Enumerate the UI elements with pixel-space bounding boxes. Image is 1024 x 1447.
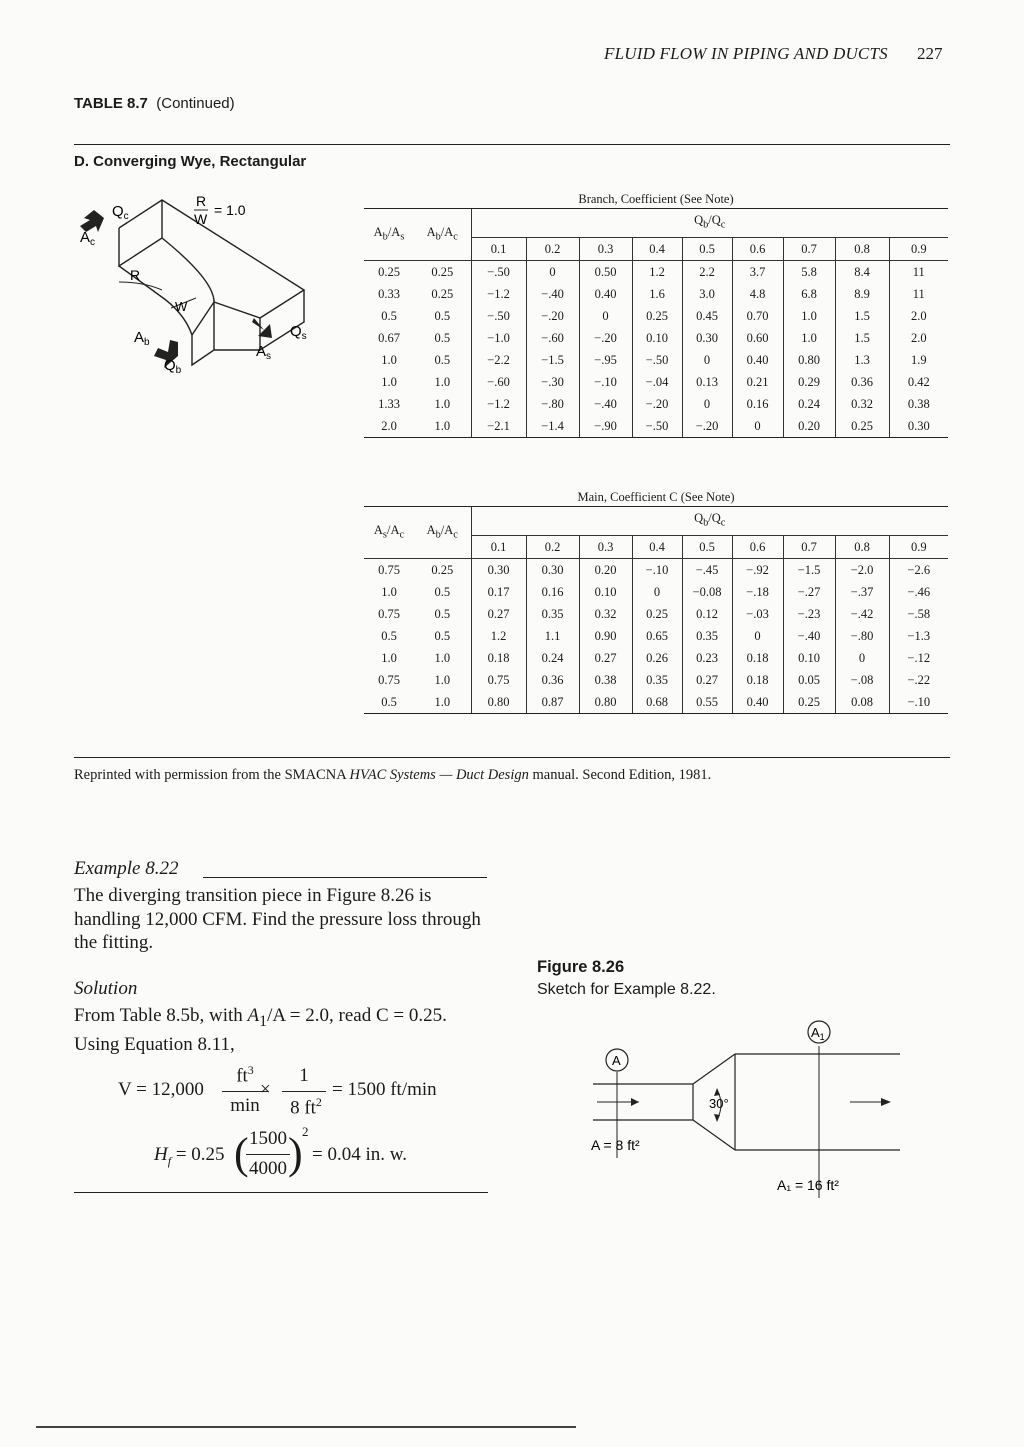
coefficient-cell: 6.8 — [783, 283, 835, 305]
angle-arrow-bottom — [714, 1114, 720, 1122]
coefficient-cell: 8.4 — [835, 260, 889, 283]
table-row — [364, 371, 948, 393]
coefficient-cell: −.22 — [889, 669, 948, 691]
table-label — [74, 95, 235, 112]
coefficient-cell: 1.1 — [526, 625, 579, 647]
table-row — [364, 260, 948, 283]
qb-label: $Q_b$ — [164, 357, 182, 376]
coefficient-cell: −1.2 — [471, 283, 526, 305]
coefficient-cell: −.50 — [632, 415, 682, 438]
converging-wye-diagram — [74, 190, 344, 380]
coefficient-cell: 1.2 — [471, 625, 526, 647]
coefficient-cell: −0.08 — [682, 581, 732, 603]
coefficient-cell: −.04 — [632, 371, 682, 393]
section-a1-label: $A_1$ — [811, 1025, 825, 1042]
coefficient-cell: −.60 — [526, 327, 579, 349]
coefficient-cell: −.10 — [632, 558, 682, 581]
wye-top-edge — [119, 200, 304, 318]
ratio-numerator: R — [196, 193, 207, 209]
coefficient-cell: −2.6 — [889, 558, 948, 581]
coefficient-cell: 0 — [579, 305, 632, 327]
ratio-value: = 1.0 — [214, 202, 246, 218]
coefficient-cell: 0.17 — [471, 581, 526, 603]
example-text: The diverging transition piece in Figure 8.26 is handling 12,000 CFM. Find the pressure loss through the fitting. — [74, 885, 481, 953]
coefficient-cell: 11 — [889, 260, 948, 283]
row-ratio-cell: 0.5 — [434, 584, 451, 599]
angle-label: 30° — [709, 1096, 729, 1111]
row-ratio-cell: 1.33 — [378, 396, 400, 411]
coefficient-cell: 1.5 — [835, 305, 889, 327]
coefficient-cell: 0.60 — [732, 327, 783, 349]
row-ratio-cell: 0.25 — [378, 264, 400, 279]
coefficient-cell: 0.25 — [632, 603, 682, 625]
coefficient-cell: −.30 — [526, 371, 579, 393]
coefficient-cell: 0.24 — [783, 393, 835, 415]
column-header: 0.3 — [579, 535, 632, 558]
coefficient-cell: −.40 — [526, 283, 579, 305]
coefficient-cell: 4.8 — [732, 283, 783, 305]
coefficient-cell: −1.4 — [526, 415, 579, 438]
row-ratio-cell: 1.0 — [381, 352, 397, 367]
coefficient-cell: −.58 — [889, 603, 948, 625]
velocity-equation: V = 12,000 $ft^3$ min × 1 8 $ft^2$ = 1500 ft/min — [118, 1063, 437, 1119]
credit-line: Reprinted with permission from the SMACNA HVAC Systems — Duct Design manual. Second Edition, 1981. — [74, 767, 712, 783]
coefficient-cell: 1.9 — [889, 349, 948, 371]
bottom-scan-rule — [36, 1426, 576, 1428]
coefficient-cell: 0.38 — [889, 393, 948, 415]
row-ratio-cell: 0.25 — [431, 264, 454, 279]
transition-bottom — [693, 1120, 735, 1150]
coefficient-cell: 0.68 — [632, 691, 682, 714]
coefficient-cell: −2.1 — [471, 415, 526, 438]
coefficient-cell: 0 — [526, 260, 579, 283]
main-col-abac: $A_b/A_c$ — [414, 507, 471, 559]
coefficient-cell: 0.18 — [732, 669, 783, 691]
coefficient-cell: 0.08 — [835, 691, 889, 714]
coefficient-cell: 0.26 — [632, 647, 682, 669]
column-header: 0.8 — [835, 535, 889, 558]
coefficient-cell: 0.36 — [526, 669, 579, 691]
coefficient-cell: 1.5 — [835, 327, 889, 349]
coefficient-cell: 0.12 — [682, 603, 732, 625]
radius-line — [119, 282, 162, 290]
coefficient-cell: 0.29 — [783, 371, 835, 393]
row-ratio-cell: 1.0 — [434, 672, 451, 687]
section-title: D. Converging Wye, Rectangular — [74, 153, 307, 170]
column-header: 0.1 — [471, 237, 526, 260]
qs-arrow — [252, 318, 272, 338]
top-rule — [74, 144, 950, 145]
coefficient-cell: −.23 — [783, 603, 835, 625]
column-header: 0.9 — [889, 535, 948, 558]
coefficient-cell: 0.70 — [732, 305, 783, 327]
row-ratio-cell: 0.5 — [381, 308, 397, 323]
coefficient-cell: 0.36 — [835, 371, 889, 393]
row-ratio-cell: 1.0 — [434, 396, 451, 411]
row-ratio-cell: 1.0 — [381, 650, 397, 665]
coefficient-cell: −.80 — [526, 393, 579, 415]
column-header: 0.6 — [732, 535, 783, 558]
row-ratio-cell: 0.75 — [378, 672, 400, 687]
row-ratio-cell: 1.0 — [414, 691, 471, 714]
transition-top — [693, 1054, 735, 1084]
row-ratio-cell: 0.5 — [434, 628, 451, 643]
main-outlet-end — [260, 290, 304, 350]
coefficient-cell: −.40 — [783, 625, 835, 647]
angle-arrow-top — [714, 1088, 720, 1096]
coefficient-cell: 0.30 — [682, 327, 732, 349]
coefficient-cell: −.90 — [579, 415, 632, 438]
coefficient-cell: 2.0 — [889, 305, 948, 327]
coefficient-cell: 0.80 — [783, 349, 835, 371]
coefficient-cell: 0.27 — [682, 669, 732, 691]
coefficient-cell: −.50 — [632, 349, 682, 371]
coefficient-cell: 0.25 — [783, 691, 835, 714]
wye-mid-edge — [214, 302, 260, 318]
head-loss-equation: $H_f = 0.25$ ( 1500 4000 ) 2 = 0.04 in. w. — [154, 1124, 407, 1179]
column-header: 0.6 — [732, 237, 783, 260]
row-ratio-cell: 0.5 — [434, 606, 451, 621]
row-ratio-cell: 1.0 — [381, 374, 397, 389]
coefficient-cell: 0 — [732, 625, 783, 647]
table-row — [364, 625, 948, 647]
coefficient-cell: 0.90 — [579, 625, 632, 647]
table-row — [364, 393, 948, 415]
coefficient-cell: 1.6 — [632, 283, 682, 305]
coefficient-cell: 3.7 — [732, 260, 783, 283]
ac-label: $A_c$ — [80, 229, 96, 248]
w-label: W — [175, 299, 188, 314]
coefficient-cell: −.37 — [835, 581, 889, 603]
coefficient-cell: 0 — [835, 647, 889, 669]
ratio-denominator: W — [194, 211, 208, 227]
row-ratio-cell: 0.75 — [378, 606, 400, 621]
coefficient-cell: 0 — [632, 581, 682, 603]
coefficient-cell: 0.42 — [889, 371, 948, 393]
coefficient-cell: −.20 — [682, 415, 732, 438]
row-ratio-cell: 1.0 — [381, 584, 397, 599]
coefficient-cell: 0.10 — [579, 581, 632, 603]
wye-inlet-end — [119, 200, 162, 266]
coefficient-cell: 0.35 — [682, 625, 732, 647]
coefficient-cell: 0.16 — [732, 393, 783, 415]
coefficient-cell: −1.5 — [783, 558, 835, 581]
coefficient-cell: 0.80 — [471, 691, 526, 714]
branch-curve-inner — [162, 238, 214, 302]
table-number: TABLE 8.7 — [74, 95, 148, 112]
coefficient-cell: 0 — [682, 349, 732, 371]
qc-label: $Q_c$ — [112, 203, 129, 222]
coefficient-cell: 0.23 — [682, 647, 732, 669]
coefficient-cell: −.18 — [732, 581, 783, 603]
coefficient-cell: −.92 — [732, 558, 783, 581]
section-a-label: A — [612, 1053, 621, 1068]
coefficient-cell: −.03 — [732, 603, 783, 625]
coefficient-cell: 0.30 — [471, 558, 526, 581]
area-a1-label: A₁ = 16 ft² — [777, 1177, 839, 1193]
table-row — [364, 669, 948, 691]
coefficient-cell: 0.50 — [579, 260, 632, 283]
coefficient-cell: −.60 — [471, 371, 526, 393]
coefficient-cell: 0.40 — [579, 283, 632, 305]
coefficient-cell: −.10 — [889, 691, 948, 714]
transition-sketch — [585, 1018, 905, 1198]
row-ratio-cell: 0.25 — [431, 286, 454, 301]
example-end-rule — [74, 1192, 488, 1193]
coefficient-cell: 0.20 — [579, 558, 632, 581]
coefficient-cell: 0.80 — [579, 691, 632, 714]
coefficient-cell: −.27 — [783, 581, 835, 603]
coefficient-cell: −.80 — [835, 625, 889, 647]
example-title-rule — [203, 877, 487, 878]
r-label: R — [130, 267, 141, 283]
coefficient-cell: −.10 — [579, 371, 632, 393]
column-header: 0.2 — [526, 237, 579, 260]
row-ratio-cell: 0.5 — [381, 628, 397, 643]
coefficient-cell: −1.2 — [471, 393, 526, 415]
coefficient-cell: 1.3 — [835, 349, 889, 371]
row-ratio-cell: 0.33 — [378, 286, 400, 301]
coefficient-cell: 0.38 — [579, 669, 632, 691]
branch-table-block — [364, 190, 948, 438]
as-label: $A_s$ — [256, 343, 272, 362]
coefficient-cell: 5.8 — [783, 260, 835, 283]
main-table — [364, 488, 948, 714]
table-row — [364, 415, 948, 438]
row-ratio-cell: 0.67 — [378, 330, 400, 345]
table-row — [364, 691, 948, 714]
coefficient-cell: 0.35 — [526, 603, 579, 625]
coefficient-cell: 0.25 — [835, 415, 889, 438]
main-group-header: $Q_b/Q_c$ — [471, 507, 948, 536]
coefficient-cell: 0.32 — [579, 603, 632, 625]
figure-caption: Sketch for Example 8.22. — [537, 981, 716, 998]
coefficient-cell: 0.18 — [732, 647, 783, 669]
coefficient-cell: −2.0 — [835, 558, 889, 581]
coefficient-cell: 0.40 — [732, 691, 783, 714]
coefficient-cell: 0.10 — [783, 647, 835, 669]
coefficient-cell: 0 — [682, 393, 732, 415]
coefficient-cell: −.46 — [889, 581, 948, 603]
branch-col-abac: $A_b/A_c$ — [414, 209, 471, 261]
coefficient-cell: 0.16 — [526, 581, 579, 603]
coefficient-cell: −.95 — [579, 349, 632, 371]
branch-col-abas: $A_b/A_s$ — [364, 209, 414, 261]
coefficient-cell: −.50 — [471, 305, 526, 327]
qs-label: $Q_s$ — [290, 323, 307, 342]
row-ratio-cell: 0.5 — [364, 691, 414, 714]
coefficient-cell: 0.30 — [889, 415, 948, 438]
column-header: 0.3 — [579, 237, 632, 260]
coefficient-cell: 8.9 — [835, 283, 889, 305]
column-header: 0.5 — [682, 535, 732, 558]
branch-table — [364, 190, 948, 438]
coefficient-cell: 0.21 — [732, 371, 783, 393]
coefficient-cell: 0.40 — [732, 349, 783, 371]
table-row — [364, 647, 948, 669]
coefficient-cell: −.08 — [835, 669, 889, 691]
ab-label: $A_b$ — [134, 329, 150, 348]
row-ratio-cell: 2.0 — [364, 415, 414, 438]
column-header: 0.5 — [682, 237, 732, 260]
row-ratio-cell: 0.5 — [434, 330, 451, 345]
main-table-body — [364, 558, 948, 713]
coefficient-cell: −.20 — [632, 393, 682, 415]
area-a-label: A = 8 ft² — [591, 1137, 640, 1153]
table-row — [364, 283, 948, 305]
table-row — [364, 305, 948, 327]
table-row — [364, 558, 948, 581]
coefficient-cell: −.20 — [526, 305, 579, 327]
main-table-caption: Main, Coefficient C (See Note) — [577, 490, 735, 504]
row-ratio-cell: 0.75 — [378, 562, 400, 577]
solution-title: Solution — [74, 978, 138, 999]
row-ratio-cell: 1.0 — [434, 374, 451, 389]
coefficient-cell: −.50 — [471, 260, 526, 283]
credit-rule — [74, 757, 950, 758]
example-title: Example 8.22 — [74, 858, 179, 879]
running-head: FLUID FLOW IN PIPING AND DUCTS — [604, 44, 888, 63]
branch-table-body — [364, 260, 948, 437]
solution-text: From Table 8.5b, with $A_1/A = 2.0$, read C = 0.25. Using Equation 8.11, — [74, 1005, 447, 1056]
coefficient-cell: 0.18 — [471, 647, 526, 669]
coefficient-cell: 0.25 — [632, 305, 682, 327]
coefficient-cell: −.20 — [579, 327, 632, 349]
row-ratio-cell: 0.25 — [431, 562, 454, 577]
column-header: 0.2 — [526, 535, 579, 558]
coefficient-cell: −.12 — [889, 647, 948, 669]
column-header: 0.7 — [783, 535, 835, 558]
coefficient-cell: −.45 — [682, 558, 732, 581]
coefficient-cell: 0.65 — [632, 625, 682, 647]
row-ratio-cell: 0.5 — [434, 352, 451, 367]
coefficient-cell: 0.35 — [632, 669, 682, 691]
table-row — [364, 349, 948, 371]
coefficient-cell: 0.10 — [632, 327, 682, 349]
coefficient-cell: 0.87 — [526, 691, 579, 714]
coefficient-cell: 0.45 — [682, 305, 732, 327]
coefficient-cell: −2.2 — [471, 349, 526, 371]
coefficient-cell: 1.0 — [783, 305, 835, 327]
coefficient-cell: −1.3 — [889, 625, 948, 647]
page-number: 227 — [917, 44, 943, 63]
coefficient-cell: 0.30 — [526, 558, 579, 581]
table-row — [364, 603, 948, 625]
row-ratio-cell: 1.0 — [434, 650, 451, 665]
figure-title: Figure 8.26 — [537, 958, 625, 976]
coefficient-cell: 0.27 — [579, 647, 632, 669]
flow-arrowhead-out — [881, 1098, 891, 1106]
coefficient-cell: 0.24 — [526, 647, 579, 669]
column-header: 0.8 — [835, 237, 889, 260]
column-header: 0.9 — [889, 237, 948, 260]
coefficient-cell: 0.55 — [682, 691, 732, 714]
table-row — [364, 327, 948, 349]
row-ratio-cell: 0.5 — [434, 308, 451, 323]
flow-arrowhead-in — [631, 1098, 639, 1106]
column-header: 0.4 — [632, 535, 682, 558]
branch-group-header: $Q_b/Q_c$ — [471, 209, 948, 238]
table-continued: (Continued) — [156, 95, 235, 112]
row-ratio-cell: 1.0 — [414, 415, 471, 438]
coefficient-cell: 3.0 — [682, 283, 732, 305]
coefficient-cell: 0.75 — [471, 669, 526, 691]
coefficient-cell: 2.0 — [889, 327, 948, 349]
coefficient-cell: 0 — [732, 415, 783, 438]
coefficient-cell: −1.0 — [471, 327, 526, 349]
column-header: 0.7 — [783, 237, 835, 260]
main-table-block — [364, 488, 948, 714]
coefficient-cell: 1.2 — [632, 260, 682, 283]
coefficient-cell: 0.20 — [783, 415, 835, 438]
coefficient-cell: 1.0 — [783, 327, 835, 349]
table-row — [364, 581, 948, 603]
coefficient-cell: 0.13 — [682, 371, 732, 393]
main-col-asac: $A_s/A_c$ — [364, 507, 414, 559]
column-header: 0.1 — [471, 535, 526, 558]
coefficient-cell: 0.27 — [471, 603, 526, 625]
branch-table-caption: Branch, Coefficient (See Note) — [578, 192, 734, 206]
column-header: 0.4 — [632, 237, 682, 260]
coefficient-cell: 2.2 — [682, 260, 732, 283]
coefficient-cell: 0.32 — [835, 393, 889, 415]
coefficient-cell: 11 — [889, 283, 948, 305]
coefficient-cell: 0.05 — [783, 669, 835, 691]
coefficient-cell: −.40 — [579, 393, 632, 415]
branch-opening — [192, 302, 214, 365]
coefficient-cell: −.42 — [835, 603, 889, 625]
coefficient-cell: −1.5 — [526, 349, 579, 371]
